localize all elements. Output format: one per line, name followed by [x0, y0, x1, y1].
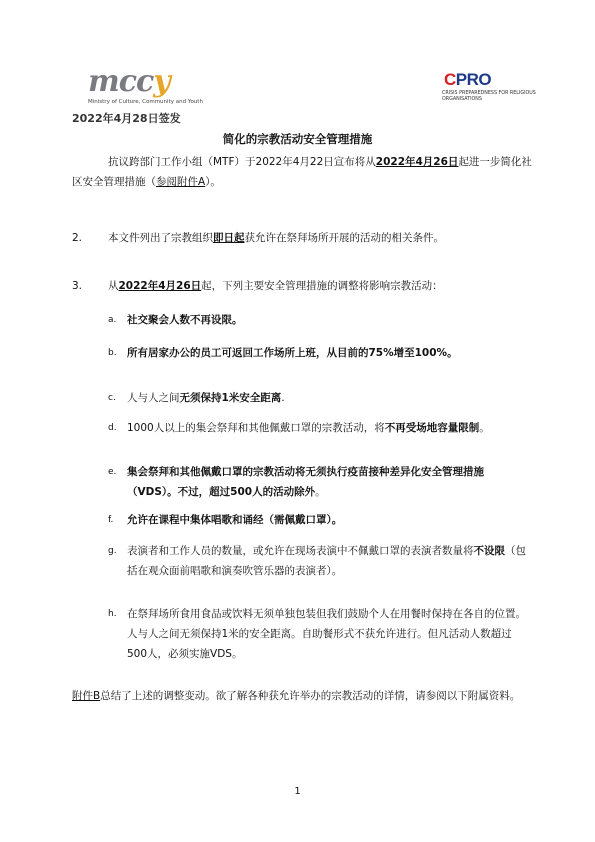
- list-item-label: g.: [108, 546, 117, 556]
- list-item-text-bold: 无须保持1米安全距离: [179, 392, 282, 404]
- list-item-text-part: .: [281, 392, 285, 404]
- emphasis-text: 即日起: [213, 232, 245, 244]
- list-item-text: [127, 388, 528, 408]
- list-item: [108, 343, 528, 363]
- list-item-text-bold: 超过500人的活动除外: [209, 486, 316, 498]
- list-item-text: [127, 462, 528, 502]
- list-item-text-part: 表演者和工作人员的数量，或允许在现场表演中不佩戴口罩的表演者数量将: [127, 545, 474, 557]
- paragraph-text-cont: 获允许在祭拜场所开展的活动的相关条件。: [244, 232, 444, 244]
- list-item: [108, 388, 528, 408]
- page-number: 1: [294, 786, 301, 797]
- list-item: [108, 462, 528, 502]
- list-item-text-part: 1000人以上的集会祭拜和其他佩戴口罩的宗教活动，将: [127, 422, 385, 434]
- cpro-logo: [440, 70, 560, 110]
- paragraph-text: 从: [108, 280, 119, 292]
- effective-date: 2022年4月26日: [118, 280, 202, 292]
- list-item: [108, 418, 528, 438]
- list-item-label: h.: [108, 609, 117, 619]
- list-item-label: b.: [108, 348, 117, 358]
- intro-paragraph: [72, 152, 532, 192]
- list-item-label: e.: [108, 467, 117, 477]
- mccy-subtitle: Ministry of Culture, Community and Youth: [88, 99, 203, 105]
- list-item-text-bold: 所有居家办公的员工可返回工作场所上班，从目前的75%增至100%。: [127, 347, 458, 359]
- list-item: [108, 310, 528, 330]
- list-item-text-part: 人与人之间: [127, 392, 180, 404]
- intro-text: 抗议跨部门工作小组（MTF）于2022年4月22日宣布将从: [108, 156, 376, 168]
- list-item-text: [127, 541, 528, 581]
- annex-text: 总结了上述的调整变动。欲了解各种获允许举办的宗教活动的详情，请参阅以下附属资料。: [100, 690, 521, 702]
- list-item-text-part: 。: [315, 486, 326, 498]
- list-item-text-bold: 集会祭拜和其他佩戴口罩的宗教活动将无须执行疫苗接种差异化安全管理措施（VDS）。不过，: [127, 466, 484, 498]
- intro-effective-date: 2022年4月26日: [375, 156, 459, 168]
- cpro-logo-text: CPRO: [444, 70, 492, 89]
- list-item-label: d.: [108, 423, 117, 433]
- list-item-text: 允许在课程中集体唱歌和诵经（需佩戴口罩）。: [127, 514, 343, 526]
- list-item-text: [127, 418, 528, 438]
- annex-a-link[interactable]: 参阅附件A: [156, 176, 206, 188]
- list-item-text-part: 。: [479, 422, 490, 434]
- cpro-subtitle: CRISIS PREPAREDNESS FOR RELIGIOUS ORGANISATIONS: [442, 91, 536, 102]
- annex-paragraph: [72, 686, 532, 706]
- list-item-label: a.: [108, 315, 117, 325]
- list-item-text-bold: 不设限: [473, 545, 505, 557]
- intro-text-end: ）。: [205, 176, 221, 188]
- list-item-label: c.: [108, 393, 116, 403]
- intro-text-cont: 起进一步简化社区安全管理措施（: [72, 156, 532, 188]
- list-item: [108, 510, 528, 530]
- paragraph-text: 本文件列出了宗教组织: [108, 232, 213, 244]
- list-item-label: f.: [108, 515, 114, 525]
- paragraph-number: 2.: [72, 232, 83, 244]
- list-item-text: 社交聚会人数不再设限。: [127, 314, 243, 326]
- list-item: [108, 541, 528, 581]
- document-title: 简化的宗教活动安全管理措施: [222, 132, 373, 146]
- paragraph-2: [72, 228, 532, 248]
- list-item-text: [127, 343, 528, 363]
- paragraph-number: 3.: [72, 280, 83, 292]
- letterhead: [0, 0, 595, 110]
- list-item: [108, 604, 528, 664]
- mccy-logo-text: mccy: [88, 64, 170, 99]
- paragraph-text-cont: 起，下列主要安全管理措施的调整将影响宗教活动：: [201, 280, 443, 292]
- annex-b-link[interactable]: 附件B: [72, 690, 101, 702]
- mccy-logo: [82, 64, 202, 109]
- issue-date: 2022年4月28日签发: [72, 112, 181, 125]
- list-item-text-bold: 不再受场地容量限制: [384, 422, 480, 434]
- list-item-text: 在祭拜场所食用食品或饮料无须单独包装但我们鼓励个人在用餐时保持在各自的位置。人与人之间无须保持1米的安全距离。自助餐形式不获允许进行。但凡活动人数超过500人，必须实施VDS。: [127, 608, 526, 660]
- paragraph-3: [72, 276, 532, 296]
- list-item-text-part: （包括在观众面前唱歌和演奏吹管乐器的表演者）。: [127, 545, 526, 577]
